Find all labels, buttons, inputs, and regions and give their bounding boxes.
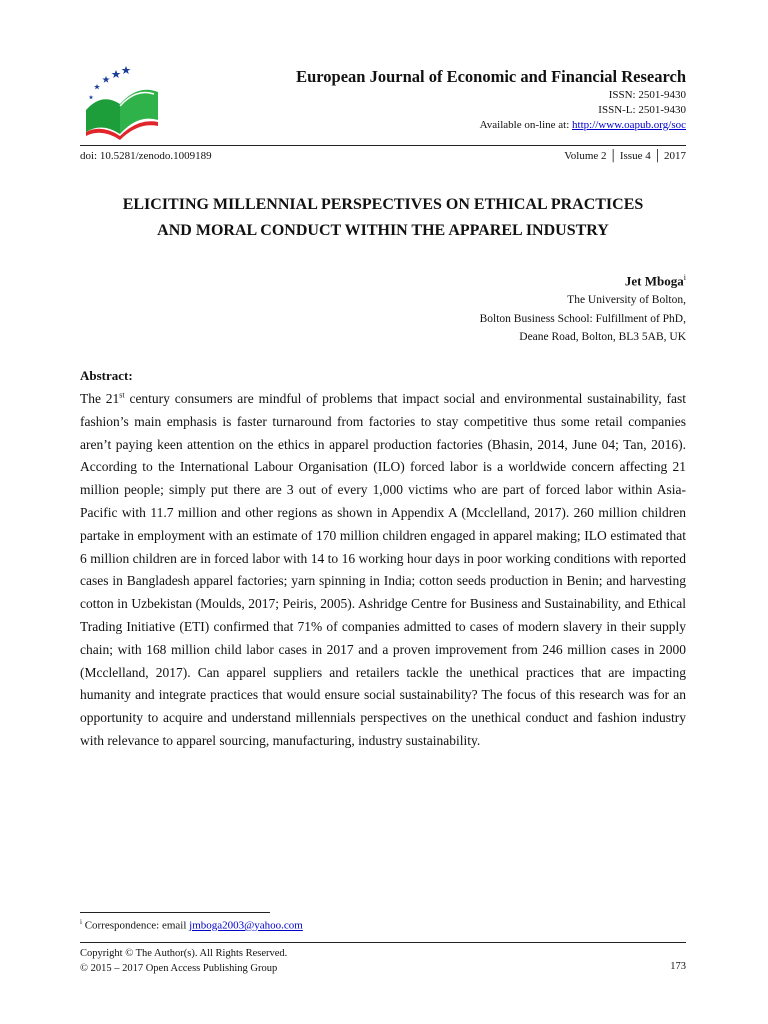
issn: ISSN: 2501-9430 bbox=[608, 89, 686, 101]
journal-logo-icon bbox=[80, 62, 160, 142]
header-rule bbox=[80, 145, 686, 146]
footnote-rule bbox=[80, 912, 270, 913]
abstract-body bbox=[80, 388, 686, 753]
availability-label: Available on-line at: bbox=[479, 119, 573, 131]
paper-title-line-2: AND MORAL CONDUCT WITHIN THE APPAREL INDUSTRY bbox=[157, 222, 609, 239]
affiliation-line-3: Deane Road, Bolton, BL3 5AB, UK bbox=[519, 331, 686, 344]
journal-title: European Journal of Economic and Financial Research bbox=[296, 67, 686, 86]
journal-url-link[interactable]: http://www.oapub.org/soc bbox=[572, 119, 686, 131]
abstract-heading: Abstract: bbox=[80, 368, 133, 383]
author-name bbox=[480, 268, 686, 291]
copyright-block bbox=[80, 946, 287, 976]
star-icon bbox=[102, 76, 110, 83]
footnote-mark: i bbox=[80, 918, 82, 926]
volume-issue: Volume 2 │ Issue 4 │ 2017 bbox=[564, 150, 686, 162]
availability-line bbox=[296, 118, 686, 133]
author-footnote-mark: i bbox=[683, 273, 686, 282]
star-icon bbox=[94, 84, 100, 89]
affiliation-line-1: The University of Bolton, bbox=[567, 294, 686, 307]
footnote bbox=[80, 918, 303, 932]
star-icon bbox=[89, 95, 94, 99]
footnote-text: Correspondence: email bbox=[81, 919, 190, 932]
page-number: 173 bbox=[670, 961, 686, 972]
abstract-text-start: The 21 bbox=[80, 391, 120, 406]
author-name-text: Jet Mboga bbox=[624, 273, 684, 289]
footer-rule bbox=[80, 942, 686, 943]
paper-title-line-1: ELICITING MILLENNIAL PERSPECTIVES ON ETHICAL PRACTICES bbox=[122, 196, 644, 213]
abstract-text: century consumers are mindful of problems that impact social and environmental sustainability, fast fashion’s main emphasis is faster turnaround from factories to stay competitive thus some retail companies aren’t paying keen attention on the ethics in apparel production factories (Bhasin, 2014, June 04; Tan, 2016). According to the International Labour Organisation (ILO) forced labor is a worldwide concern affecting 21 million people; simply put there are 3 out of every 1,000 victims who are part of forced labor within Asia-Pacific with 11.7 million and other regions as shown in Appendix A (Mcclelland, 2017). 260 million children partake in employment with an estimate of 170 million children engaged in apparel making; ILO estimated that 6 million children are in forced labor with 14 to 16 working hour days in poor working conditions with reported cases in Bangladesh apparel factories; yarn spinning in India; cotton seeds production in Benin; and harvesting cotton in Uzbekistan (Moulds, 2017; Peiris, 2005). Ashridge Centre for Business and Sustainability, and Ethical Trading Initiative (ETI) confirmed that 71% of companies admitted to cases of modern slavery in their supply chain; with 168 million child labor cases in 2017 and a proven improvement from 246 million cases in 2000 (Mcclelland, 2017). Can apparel suppliers and retailers tackle the unethical practices that are impacting humanity and integrate practices that would ensure social sustainability? The focus of this research was for an opportunity to acquire and understand millennials perspectives on the unethical conduct and fashion industry with relevance to apparel sourcing, manufacturing, industry sustainability. bbox=[80, 391, 686, 748]
journal-header bbox=[296, 66, 686, 133]
affiliation-line-2: Bolton Business School: Fulfillment of PhD, bbox=[479, 312, 686, 325]
doi: doi: 10.5281/zenodo.1009189 bbox=[80, 150, 212, 162]
correspondence-email-link[interactable]: jmboga2003@yahoo.com bbox=[189, 919, 303, 932]
abstract-superscript: st bbox=[119, 390, 125, 400]
issn-l: ISSN-L: 2501-9430 bbox=[598, 104, 686, 116]
article-meta-row bbox=[80, 150, 686, 162]
copyright-line-1: Copyright © The Author(s). All Rights Reserved. bbox=[80, 948, 288, 959]
star-icon bbox=[112, 70, 121, 78]
star-icon bbox=[122, 66, 131, 74]
paper-title bbox=[80, 192, 686, 244]
author-block bbox=[480, 268, 686, 347]
copyright-line-2: © 2015 – 2017 Open Access Publishing Group bbox=[80, 963, 278, 974]
